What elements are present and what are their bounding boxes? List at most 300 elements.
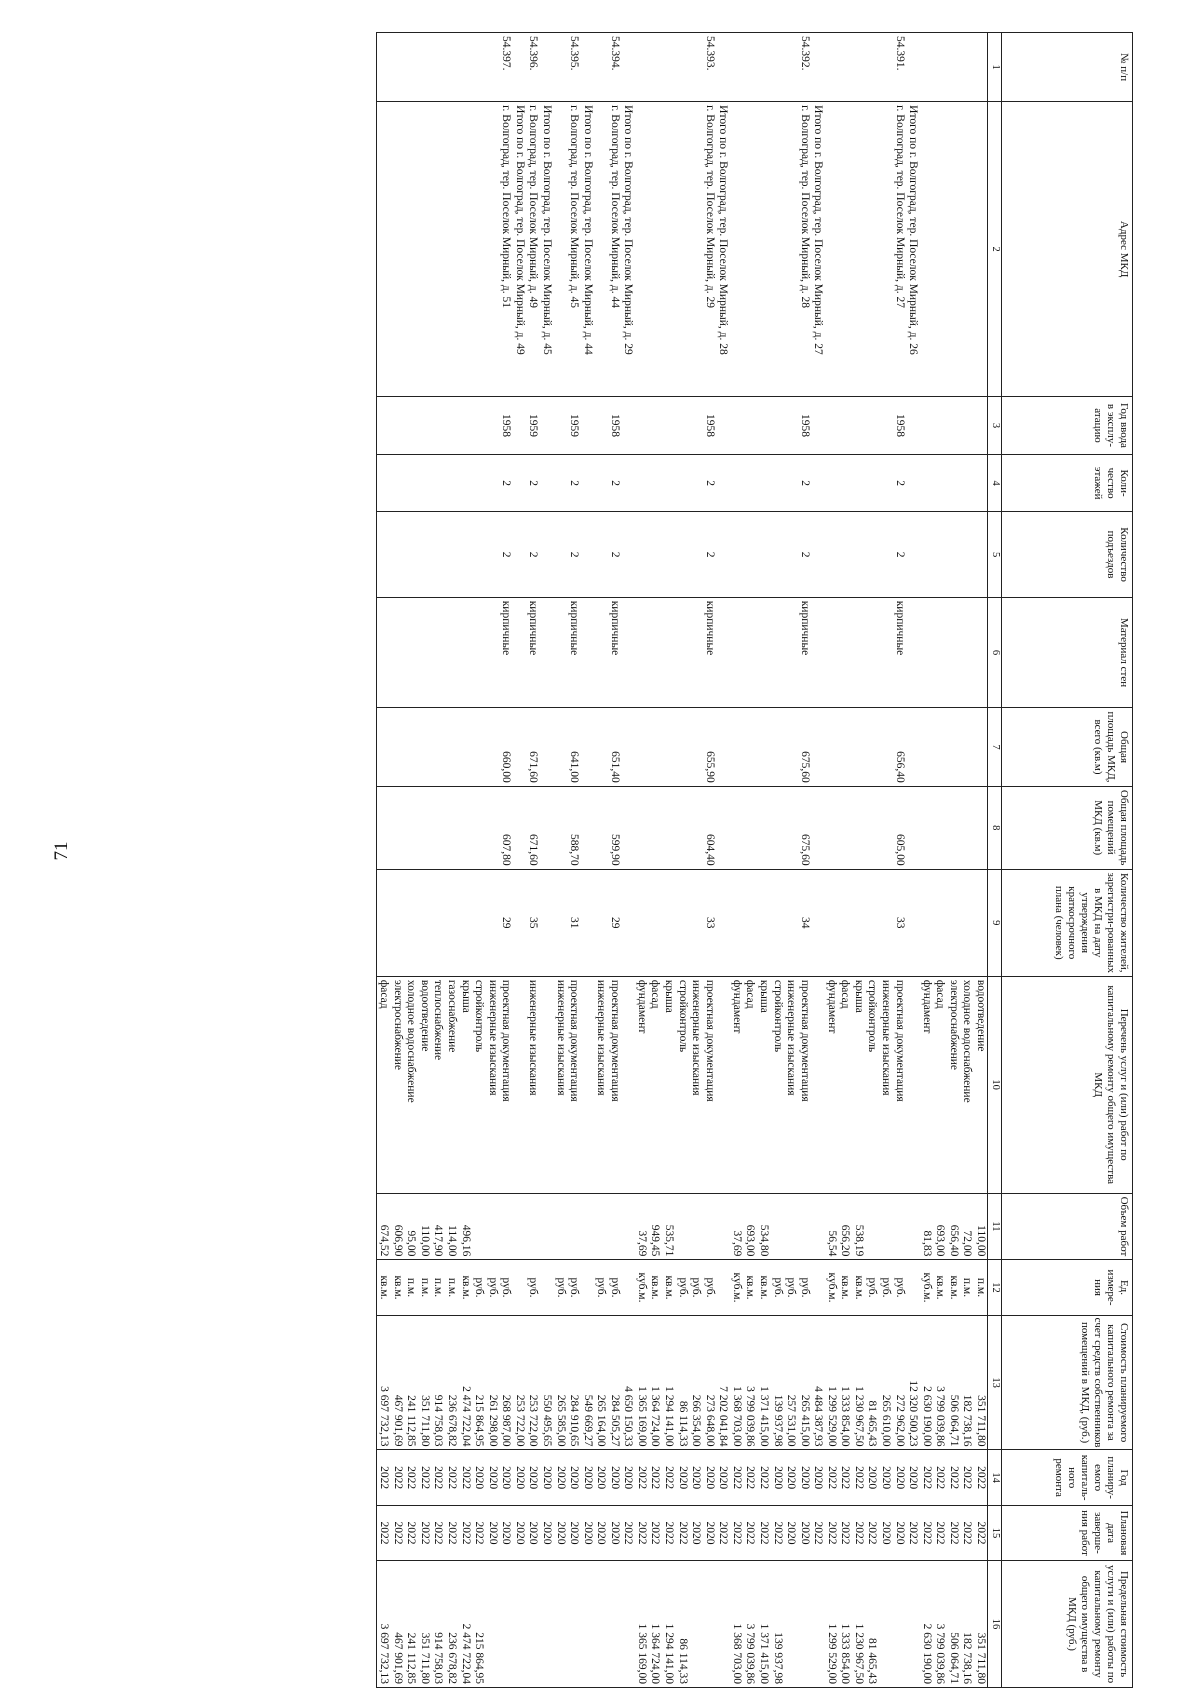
table-cell	[838, 397, 852, 455]
table-cell	[662, 102, 676, 397]
table-cell: п.м.	[445, 1260, 459, 1315]
table-cell: Итого по г. Волгоград, тер. Поселок Мирный, д. 29	[621, 102, 635, 397]
table-cell: Итого по г. Волгоград, тер. Поселок Мирный, д. 26	[906, 102, 920, 397]
table-cell: 265 415,00	[797, 1315, 811, 1450]
table-cell: 4 650 150,33	[621, 1315, 635, 1450]
table-cell	[919, 869, 933, 976]
table-cell: 34	[797, 869, 811, 976]
table-cell	[648, 869, 662, 976]
table-row	[512, 33, 526, 1688]
table-cell	[417, 512, 431, 597]
table-cell: руб.	[879, 1260, 893, 1315]
table-cell: 182 738,16	[960, 1561, 974, 1688]
table-cell: 2022	[376, 1505, 390, 1560]
table-cell: кв.м.	[743, 1260, 757, 1315]
header-cell: Коли-чество этажей	[1002, 454, 1133, 512]
table-cell	[892, 1561, 906, 1688]
table-cell: 1 333 854,00	[838, 1315, 852, 1450]
column-number: 8	[988, 786, 1002, 869]
table-cell	[851, 869, 865, 976]
table-cell: 2 630 190,00	[919, 1315, 933, 1450]
table-cell	[906, 454, 920, 512]
table-cell: 2022	[648, 1450, 662, 1505]
table-cell: 3 799 039,86	[933, 1315, 947, 1450]
table-cell	[675, 102, 689, 397]
column-number: 14	[988, 1450, 1002, 1505]
table-row	[851, 33, 865, 1688]
table-row	[404, 33, 418, 1688]
table-cell	[729, 33, 743, 102]
table-cell: 1 364 724,00	[648, 1561, 662, 1688]
table-cell: 588,70	[567, 786, 581, 869]
table-row	[689, 33, 703, 1688]
table-cell	[729, 597, 743, 708]
column-number: 12	[988, 1260, 1002, 1315]
table-cell: стройконтроль	[472, 976, 486, 1193]
table-cell: 1 294 141,00	[662, 1561, 676, 1688]
table-cell: 2020	[716, 1450, 730, 1505]
table-cell	[417, 33, 431, 102]
table-cell	[634, 708, 648, 786]
table-cell	[851, 597, 865, 708]
table-cell	[417, 869, 431, 976]
table-cell	[743, 786, 757, 869]
table-cell: теплоснабжение	[431, 976, 445, 1193]
table-cell: 81,83	[919, 1193, 933, 1260]
table-cell	[376, 786, 390, 869]
table-cell: 2022	[662, 1505, 676, 1560]
table-cell	[960, 512, 974, 597]
table-cell	[675, 397, 689, 455]
table-cell	[621, 786, 635, 869]
table-cell	[675, 33, 689, 102]
table-cell: Итого по г. Волгоград, тер. Поселок Мирный, д. 27	[811, 102, 825, 397]
table-cell	[417, 454, 431, 512]
table-row	[743, 33, 757, 1688]
table-cell: 2022	[960, 1450, 974, 1505]
table-cell	[526, 1193, 540, 1260]
table-cell	[784, 1561, 798, 1688]
table-cell: Итого по г. Волгоград, тер. Поселок Мирный, д. 28	[716, 102, 730, 397]
table-row	[879, 33, 893, 1688]
table-cell	[946, 102, 960, 397]
table-cell	[946, 454, 960, 512]
table-row	[376, 33, 390, 1688]
table-cell	[539, 1561, 553, 1688]
table-cell: 215 864,95	[472, 1315, 486, 1450]
table-cell	[594, 597, 608, 708]
table-cell	[539, 708, 553, 786]
table-cell: 2020	[702, 1450, 716, 1505]
header-row	[1002, 33, 1133, 1688]
table-cell: 2022	[431, 1505, 445, 1560]
table-cell: кв.м.	[933, 1260, 947, 1315]
table-cell	[906, 1561, 920, 1688]
table-cell: проектная документация	[702, 976, 716, 1193]
table-cell	[851, 397, 865, 455]
table-cell: 54.393.	[702, 33, 716, 102]
table-cell	[458, 708, 472, 786]
table-cell	[851, 708, 865, 786]
capital-repair-table	[376, 32, 1133, 1688]
table-cell	[539, 512, 553, 597]
table-cell: п.м.	[960, 1260, 974, 1315]
table-cell: 2020	[784, 1450, 798, 1505]
table-cell	[458, 454, 472, 512]
table-row	[472, 33, 486, 1688]
table-cell: г. Волгоград, тер. Поселок Мирный, д. 51	[499, 102, 513, 397]
table-cell: 2022	[458, 1505, 472, 1560]
table-cell	[580, 869, 594, 976]
table-cell	[933, 786, 947, 869]
table-cell: 2020	[892, 1450, 906, 1505]
table-cell: проектная документация	[567, 976, 581, 1193]
table-cell	[390, 512, 404, 597]
table-cell	[512, 397, 526, 455]
table-cell	[933, 708, 947, 786]
table-cell: 1958	[499, 397, 513, 455]
table-cell: 2022	[390, 1450, 404, 1505]
table-cell	[553, 397, 567, 455]
table-cell	[376, 708, 390, 786]
table-cell: кв.м.	[390, 1260, 404, 1315]
table-cell	[824, 869, 838, 976]
table-cell: п.м.	[973, 1260, 987, 1315]
table-cell	[906, 1193, 920, 1260]
table-cell: 2022	[865, 1505, 879, 1560]
table-cell	[431, 786, 445, 869]
table-cell: кв.м.	[838, 1260, 852, 1315]
table-cell	[580, 976, 594, 1193]
table-cell	[770, 708, 784, 786]
table-row	[539, 33, 553, 1688]
table-cell	[553, 708, 567, 786]
table-cell: 54.391.	[892, 33, 906, 102]
table-cell: 2022	[445, 1505, 459, 1560]
table-cell	[729, 397, 743, 455]
table-cell	[851, 33, 865, 102]
table-cell: 2022	[417, 1450, 431, 1505]
table-cell	[634, 454, 648, 512]
table-row	[526, 33, 540, 1688]
table-cell: руб.	[472, 1260, 486, 1315]
table-cell	[756, 597, 770, 708]
table-cell	[973, 869, 987, 976]
table-cell: 2022	[716, 1505, 730, 1560]
table-cell	[716, 1260, 730, 1315]
table-cell	[553, 102, 567, 397]
table-cell: фасад	[933, 976, 947, 1193]
table-cell	[919, 454, 933, 512]
table-cell	[973, 33, 987, 102]
table-cell: 2022	[933, 1450, 947, 1505]
table-row	[675, 33, 689, 1688]
table-cell: инженерные изыскания	[784, 976, 798, 1193]
table-row	[702, 33, 716, 1688]
table-cell: 2022	[417, 1505, 431, 1560]
table-cell	[594, 102, 608, 397]
table-cell: 72,00	[960, 1193, 974, 1260]
table-cell: 2	[892, 454, 906, 512]
table-cell	[472, 708, 486, 786]
table-cell: стройконтроль	[675, 976, 689, 1193]
table-cell: 37,69	[729, 1193, 743, 1260]
table-cell	[770, 1193, 784, 1260]
table-cell: 2020	[906, 1450, 920, 1505]
table-cell	[689, 102, 703, 397]
table-cell	[784, 512, 798, 597]
column-number: 9	[988, 869, 1002, 976]
table-cell	[811, 976, 825, 1193]
column-number: 5	[988, 512, 1002, 597]
table-cell: 110,00	[973, 1193, 987, 1260]
table-cell	[838, 33, 852, 102]
table-cell: руб.	[607, 1260, 621, 1315]
table-cell: 2020	[675, 1450, 689, 1505]
table-cell	[756, 786, 770, 869]
table-cell	[906, 786, 920, 869]
table-cell: руб.	[675, 1260, 689, 1315]
table-cell	[919, 397, 933, 455]
table-cell	[865, 397, 879, 455]
table-cell	[879, 102, 893, 397]
header-cell: Количество подъездов	[1002, 512, 1133, 597]
table-cell	[729, 454, 743, 512]
table-cell	[689, 397, 703, 455]
table-cell	[417, 708, 431, 786]
table-cell	[390, 597, 404, 708]
table-cell: фундамент	[919, 976, 933, 1193]
table-cell	[865, 102, 879, 397]
table-cell	[431, 33, 445, 102]
table-cell	[472, 1193, 486, 1260]
table-cell	[865, 869, 879, 976]
table-cell: 651,40	[607, 708, 621, 786]
table-cell: 675,60	[797, 786, 811, 869]
table-cell: 3 799 039,86	[933, 1561, 947, 1688]
table-cell	[580, 708, 594, 786]
table-cell	[376, 102, 390, 397]
table-cell	[445, 786, 459, 869]
table-cell: 1 299 529,00	[824, 1315, 838, 1450]
table-cell	[716, 512, 730, 597]
table-cell	[743, 597, 757, 708]
table-cell	[472, 33, 486, 102]
table-cell	[648, 708, 662, 786]
table-cell	[621, 454, 635, 512]
table-row	[648, 33, 662, 1688]
table-cell: 56,54	[824, 1193, 838, 1260]
table-cell: кв.м.	[648, 1260, 662, 1315]
table-cell	[431, 102, 445, 397]
table-cell: крыша	[662, 976, 676, 1193]
table-cell	[729, 786, 743, 869]
table-cell	[431, 512, 445, 597]
table-cell: 2020	[607, 1450, 621, 1505]
table-cell: 2	[797, 454, 811, 512]
table-cell: 417,90	[431, 1193, 445, 1260]
table-cell: 3 697 732,13	[376, 1315, 390, 1450]
table-cell: 81 465,43	[865, 1561, 879, 1688]
table-cell	[553, 597, 567, 708]
table-body	[376, 33, 987, 1688]
table-cell: газоснабжение	[445, 976, 459, 1193]
table-cell	[404, 869, 418, 976]
table-cell	[743, 454, 757, 512]
table-cell: 2020	[567, 1505, 581, 1560]
table-cell: 2020	[879, 1505, 893, 1560]
table-cell: руб.	[526, 1260, 540, 1315]
table-cell: 2	[567, 454, 581, 512]
table-cell: 273 648,00	[702, 1315, 716, 1450]
table-cell	[634, 33, 648, 102]
table-cell: 2022	[472, 1505, 486, 1560]
table-cell	[770, 397, 784, 455]
table-cell	[675, 1193, 689, 1260]
table-cell: руб.	[499, 1260, 513, 1315]
table-cell: кв.м.	[756, 1260, 770, 1315]
table-cell: крыша	[851, 976, 865, 1193]
table-cell: 139 937,98	[770, 1561, 784, 1688]
table-cell: 2022	[376, 1450, 390, 1505]
table-cell	[512, 786, 526, 869]
table-cell	[973, 397, 987, 455]
table-cell	[458, 869, 472, 976]
table-cell	[594, 33, 608, 102]
table-cell	[390, 33, 404, 102]
table-cell: 2022	[390, 1505, 404, 1560]
table-cell	[445, 397, 459, 455]
table-cell	[946, 869, 960, 976]
table-cell: 467 901,69	[390, 1315, 404, 1450]
table-cell: электроснабжение	[390, 976, 404, 1193]
table-cell: г. Волгоград, тер. Поселок Мирный, д. 28	[797, 102, 811, 397]
table-cell	[472, 102, 486, 397]
table-cell: руб.	[797, 1260, 811, 1315]
table-cell	[865, 708, 879, 786]
table-cell: 2020	[594, 1505, 608, 1560]
table-cell: 2020	[526, 1505, 540, 1560]
table-cell	[485, 397, 499, 455]
table-cell: 550 495,65	[539, 1315, 553, 1450]
table-cell	[729, 512, 743, 597]
header-cell: Плановая дата заверше-ния работ	[1002, 1505, 1133, 1560]
table-cell	[376, 512, 390, 597]
header-cell: Предельная стоимость услуги и (или) работы по капитальному ремонту общего имущества в МКД (руб.)	[1002, 1561, 1133, 1688]
table-cell: инженерные изыскания	[526, 976, 540, 1193]
table-cell: 351 711,80	[417, 1315, 431, 1450]
table-cell: 351 711,80	[417, 1561, 431, 1688]
table-cell	[756, 869, 770, 976]
table-cell	[811, 708, 825, 786]
table-cell: 2020	[621, 1450, 635, 1505]
table-cell	[716, 1193, 730, 1260]
table-cell	[580, 33, 594, 102]
table-cell	[431, 708, 445, 786]
table-cell: 914 758,03	[431, 1561, 445, 1688]
table-cell: 2020	[865, 1450, 879, 1505]
table-cell	[594, 512, 608, 597]
table-cell: 607,80	[499, 786, 513, 869]
table-cell	[960, 454, 974, 512]
table-cell	[784, 33, 798, 102]
table-cell	[376, 454, 390, 512]
table-cell: 2022	[743, 1505, 757, 1560]
table-cell: 2022	[770, 1505, 784, 1560]
table-cell	[458, 102, 472, 397]
table-cell	[946, 33, 960, 102]
table-cell: 2022	[946, 1450, 960, 1505]
table-cell	[784, 597, 798, 708]
table-cell: 1958	[797, 397, 811, 455]
table-cell	[933, 397, 947, 455]
table-cell	[594, 1193, 608, 1260]
table-cell	[675, 454, 689, 512]
table-cell	[485, 1561, 499, 1688]
table-cell	[919, 708, 933, 786]
table-cell: руб.	[770, 1260, 784, 1315]
table-cell: 1 368 703,00	[729, 1561, 743, 1688]
table-cell	[756, 708, 770, 786]
table-cell	[648, 597, 662, 708]
table-cell: руб.	[892, 1260, 906, 1315]
table-cell	[838, 786, 852, 869]
table-cell: кирпичные	[797, 597, 811, 708]
table-cell	[879, 512, 893, 597]
table-cell: 2020	[512, 1505, 526, 1560]
table-cell: 2022	[824, 1450, 838, 1505]
table-cell: 2020	[499, 1450, 513, 1505]
table-cell	[838, 454, 852, 512]
table-cell	[784, 708, 798, 786]
table-cell	[539, 454, 553, 512]
table-cell: 656,40	[892, 708, 906, 786]
table-cell	[756, 512, 770, 597]
table-cell	[960, 708, 974, 786]
table-cell	[756, 102, 770, 397]
table-row	[811, 33, 825, 1688]
table-cell	[417, 102, 431, 397]
table-cell	[472, 597, 486, 708]
table-cell	[553, 454, 567, 512]
table-cell	[689, 454, 703, 512]
table-cell	[838, 708, 852, 786]
table-cell	[621, 512, 635, 597]
table-cell	[621, 397, 635, 455]
table-cell	[811, 512, 825, 597]
table-cell	[417, 597, 431, 708]
table-cell	[689, 786, 703, 869]
table-cell: 266 354,00	[689, 1315, 703, 1450]
table-cell: проектная документация	[797, 976, 811, 1193]
table-cell	[824, 102, 838, 397]
table-cell	[404, 454, 418, 512]
table-cell: Итого по г. Волгоград, тер. Поселок Мирный, д. 44	[580, 102, 594, 397]
table-cell: 236 678,82	[445, 1315, 459, 1450]
table-cell: 272 962,00	[892, 1315, 906, 1450]
table-cell: 2020	[594, 1450, 608, 1505]
table-cell	[811, 33, 825, 102]
table-row	[770, 33, 784, 1688]
table-cell: 95,00	[404, 1193, 418, 1260]
table-cell: 2020	[702, 1505, 716, 1560]
table-cell: руб.	[702, 1260, 716, 1315]
table-cell	[539, 597, 553, 708]
table-cell	[946, 708, 960, 786]
header-cell: Ед. измере-ния	[1002, 1260, 1133, 1315]
table-cell: 33	[702, 869, 716, 976]
table-cell	[472, 397, 486, 455]
